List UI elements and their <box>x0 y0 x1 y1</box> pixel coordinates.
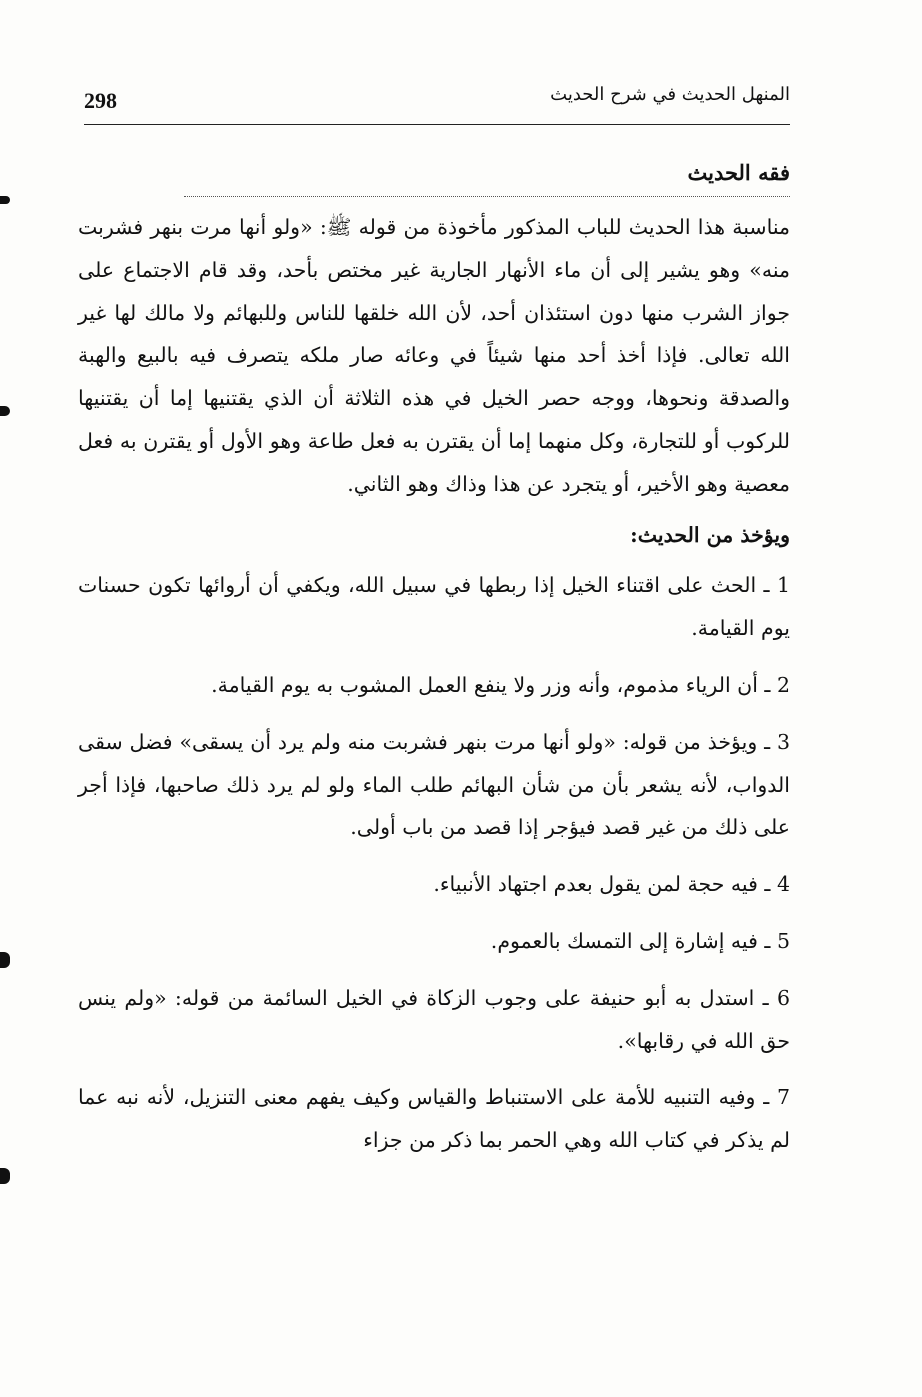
page-header <box>84 80 790 126</box>
main-text <box>78 206 790 1162</box>
intro-paragraph: مناسبة هذا الحديث للباب المذكور مأخوذة من قوله ﷺ: «ولو أنها مرت بنهر فشربت منه» وهو يشير إلى أن ماء الأنهار الجارية غير مختص بأحد، وقد قام الاجتماع على جواز الشرب منها دون استئذان أحد، لأن الله خلقها للناس وللبهائم ولا مالك لها غير الله تعالى. فإذا أخذ أحد منها شيئاً في وعائه صار ملكه يتصرف فيه بالبيع والهبة والصدقة ونحوها، ووجه حصر الخيل في هذه الثلاثة أن الذي يقتنيها إما أن يقتنيها للركوب أو للتجارة، وكل منهما إما أن يقترن به فعل طاعة وهو الأول أو يقترن به فعل معصية وهو الأخير، أو يتجرد عن هذا وذاك وهو الثاني. <box>78 215 790 496</box>
scan-margin-mark <box>0 196 10 204</box>
list-item: 2 ـ أن الرياء مذموم، وأنه وزر ولا ينفع العمل المشوب به يوم القيامة. <box>211 672 790 697</box>
list-item: 6 ـ استدل به أبو حنيفة على وجوب الزكاة في الخيل السائمة من قوله: «ولم ينس حق الله في رقابها». <box>78 985 790 1053</box>
section-title: فقه الحديث <box>687 160 790 185</box>
scan-margin-mark <box>0 406 10 416</box>
page-number: 298 <box>84 88 117 113</box>
list-item: 4 ـ فيه حجة لمن يقول بعدم اجتهاد الأنبياء. <box>433 872 790 897</box>
list-item: 7 ـ وفيه التنبيه للأمة على الاستنباط والقياس وكيف يفهم معنى التنزيل، لأنه نبه عما لم يذكر في كتاب الله وهي الحمر بما ذكر من جزاء <box>78 1085 790 1153</box>
running-title: المنهل الحديث في شرح الحديث <box>550 84 790 105</box>
section-divider <box>184 196 790 197</box>
header-rule <box>84 124 790 125</box>
scan-margin-mark <box>0 952 10 968</box>
list-item: 1 ـ الحث على اقتناء الخيل إذا ربطها في سبيل الله، ويكفي أن أروائها تكون حسنات يوم القيامة. <box>78 573 790 641</box>
scan-margin-mark <box>0 1168 10 1184</box>
subheading: ويؤخذ من الحديث: <box>630 522 790 547</box>
list-item: 3 ـ ويؤخذ من قوله: «ولو أنها مرت بنهر فشربت منه ولم يرد أن يسقى» فضل سقى الدواب، لأنه يشعر بأن من شأن البهائم طلب الماء ولو لم يرد ذلك صاحبها، فإذا أجر على ذلك من غير قصد فيؤجر إذا قصد من باب أولى. <box>78 729 790 840</box>
list-item: 5 ـ فيه إشارة إلى التمسك بالعموم. <box>490 928 790 953</box>
